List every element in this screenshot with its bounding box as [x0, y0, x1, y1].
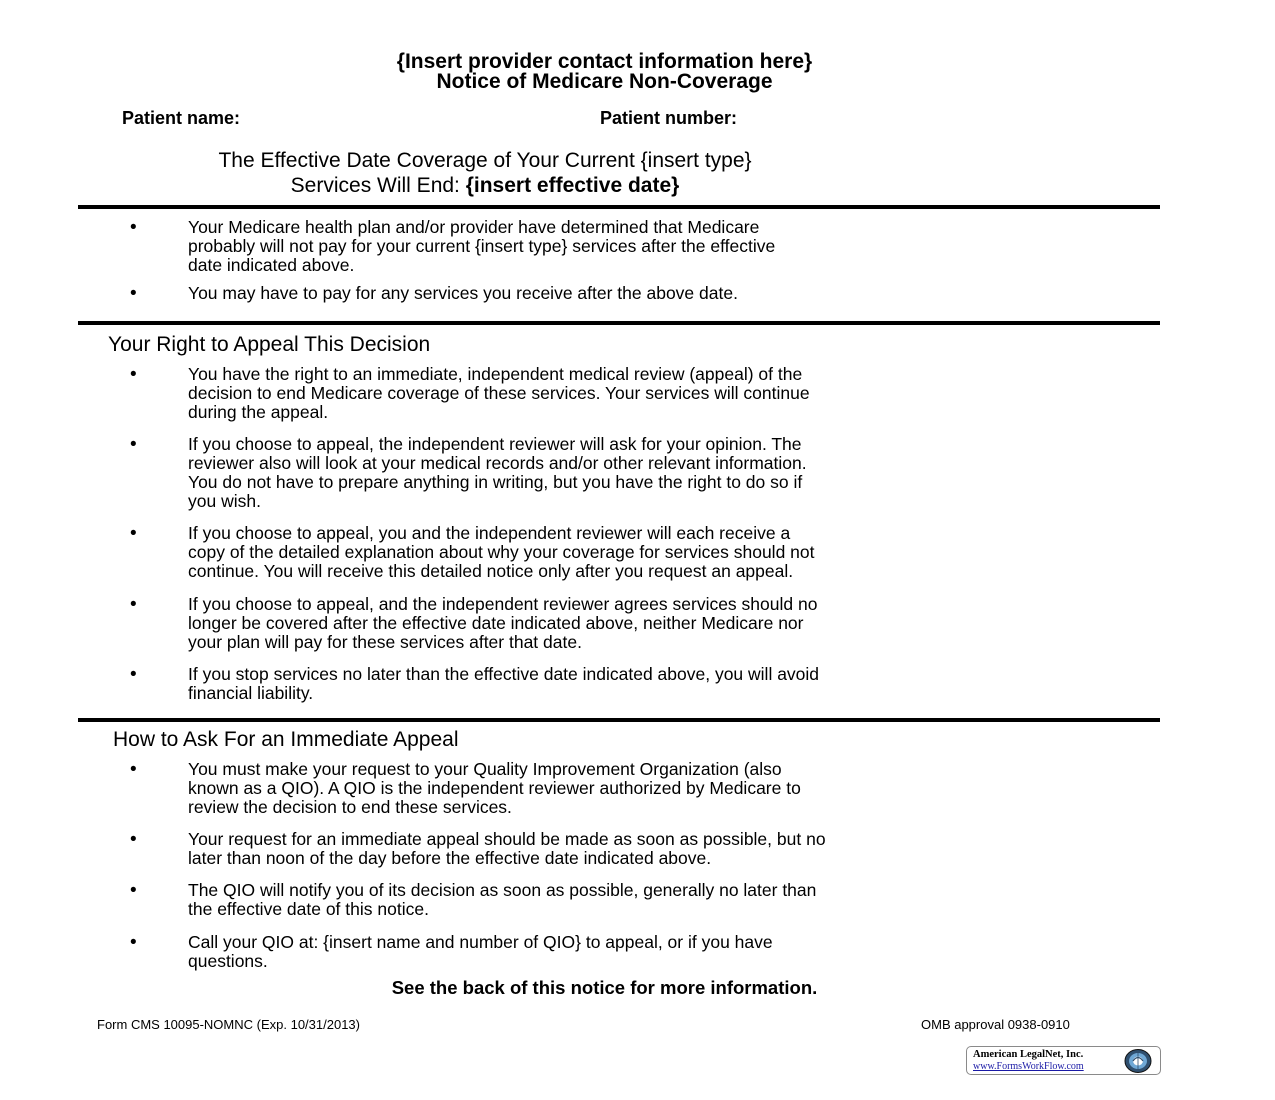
bullet-icon: •	[130, 664, 137, 685]
form-identifier: Form CMS 10095-NOMNC (Exp. 10/31/2013)	[97, 1017, 360, 1032]
list-item-line: questions.	[188, 951, 268, 971]
bullet-icon: •	[130, 880, 137, 901]
list-item-line: the effective date of this notice.	[188, 899, 429, 919]
list-item-line: Call your QIO at: {insert name and number of QIO} to appeal, or if you have	[188, 932, 773, 952]
list-item-line: decision to end Medicare coverage of these services. Your services will continue	[188, 383, 810, 403]
list-item-line: You have the right to an immediate, independent medical review (appeal) of the	[188, 364, 803, 384]
logo-website-link[interactable]: www.FormsWorkFlow.com	[973, 1061, 1084, 1072]
globe-icon	[1123, 1048, 1153, 1079]
list-item-line: longer be covered after the effective date indicated above, neither Medicare nor	[188, 613, 804, 633]
provider-contact-placeholder: {Insert provider contact information here}	[396, 50, 813, 73]
list-item-line: You may have to pay for any services you receive after the above date.	[188, 283, 738, 303]
list-item-line: during the appeal.	[188, 402, 329, 422]
list-item	[188, 365, 1118, 422]
list-item-line: If you choose to appeal, you and the independent reviewer will each receive a	[188, 523, 791, 543]
list-item-line: The QIO will notify you of its decision as soon as possible, generally no later than	[188, 880, 817, 900]
notice-title: Notice of Medicare Non-Coverage	[436, 70, 773, 93]
back-notice: See the back of this notice for more information.	[391, 977, 818, 998]
list-item	[188, 524, 1118, 581]
list-item-line: If you choose to appeal, the independent reviewer will ask for your opinion. The	[188, 434, 802, 454]
bullet-icon: •	[130, 759, 137, 780]
list-item-line: Your Medicare health plan and/or provider have determined that Medicare	[188, 217, 760, 237]
list-item-line: review the decision to end these services.	[188, 797, 512, 817]
bullet-icon: •	[130, 283, 137, 304]
list-item	[188, 830, 1118, 868]
section-title-how-to-appeal: How to Ask For an Immediate Appeal	[113, 728, 459, 751]
list-item-line: You must make your request to your Quality Improvement Organization (also	[188, 759, 782, 779]
patient-name-label: Patient name:	[122, 108, 241, 128]
list-item-line: copy of the detailed explanation about why your coverage for services should not	[188, 542, 815, 562]
list-item	[188, 218, 1118, 275]
bullet-icon: •	[130, 829, 137, 850]
omb-approval: OMB approval 0938-0910	[921, 1017, 1070, 1032]
list-item	[188, 881, 1118, 919]
effective-date-line2	[0, 174, 970, 198]
legalnet-logo[interactable]	[966, 1046, 1161, 1075]
bullet-icon: •	[130, 523, 137, 544]
list-item-line: reviewer also will look at your medical records and/or other relevant information.	[188, 453, 807, 473]
list-item-line: your plan will pay for these services after that date.	[188, 632, 582, 652]
list-item	[188, 933, 1118, 971]
list-item-line: If you choose to appeal, and the independent reviewer agrees services should no	[188, 594, 818, 614]
bullet-icon: •	[130, 364, 137, 385]
effective-date-placeholder: {insert effective date}	[465, 174, 680, 197]
list-item-line: date indicated above.	[188, 255, 355, 275]
bullet-icon: •	[130, 217, 137, 238]
list-item-line: continue. You will receive this detailed notice only after you request an appeal.	[188, 561, 794, 581]
logo-company-name: American LegalNet, Inc.	[973, 1049, 1084, 1060]
list-item	[188, 760, 1118, 817]
bullet-icon: •	[130, 594, 137, 615]
list-item-line: If you stop services no later than the effective date indicated above, you will avoid	[188, 664, 820, 684]
list-item-line: financial liability.	[188, 683, 314, 703]
section-divider	[78, 205, 1160, 209]
list-item-line: known as a QIO). A QIO is the independent reviewer authorized by Medicare to	[188, 778, 801, 798]
bullet-icon: •	[130, 434, 137, 455]
bullet-icon: •	[130, 932, 137, 953]
list-item-line: you wish.	[188, 491, 261, 511]
list-item-line: probably will not pay for your current {insert type} services after the effective	[188, 236, 776, 256]
section-divider	[78, 321, 1160, 325]
effective-date-line1: The Effective Date Coverage of Your Current {insert type}	[218, 149, 752, 172]
list-item-line: You do not have to prepare anything in writing, but you have the right to do so if	[188, 472, 803, 492]
list-item-line: later than noon of the day before the effective date indicated above.	[188, 848, 712, 868]
list-item	[188, 665, 1118, 703]
section-title-appeal-rights: Your Right to Appeal This Decision	[108, 333, 431, 356]
effective-date-prefix: Services Will End:	[290, 174, 466, 197]
list-item	[188, 595, 1118, 652]
patient-number-label: Patient number:	[600, 108, 738, 128]
list-item-line: Your request for an immediate appeal should be made as soon as possible, but no	[188, 829, 826, 849]
list-item	[188, 435, 1118, 511]
list-item	[188, 284, 1118, 303]
section-divider	[78, 718, 1160, 722]
